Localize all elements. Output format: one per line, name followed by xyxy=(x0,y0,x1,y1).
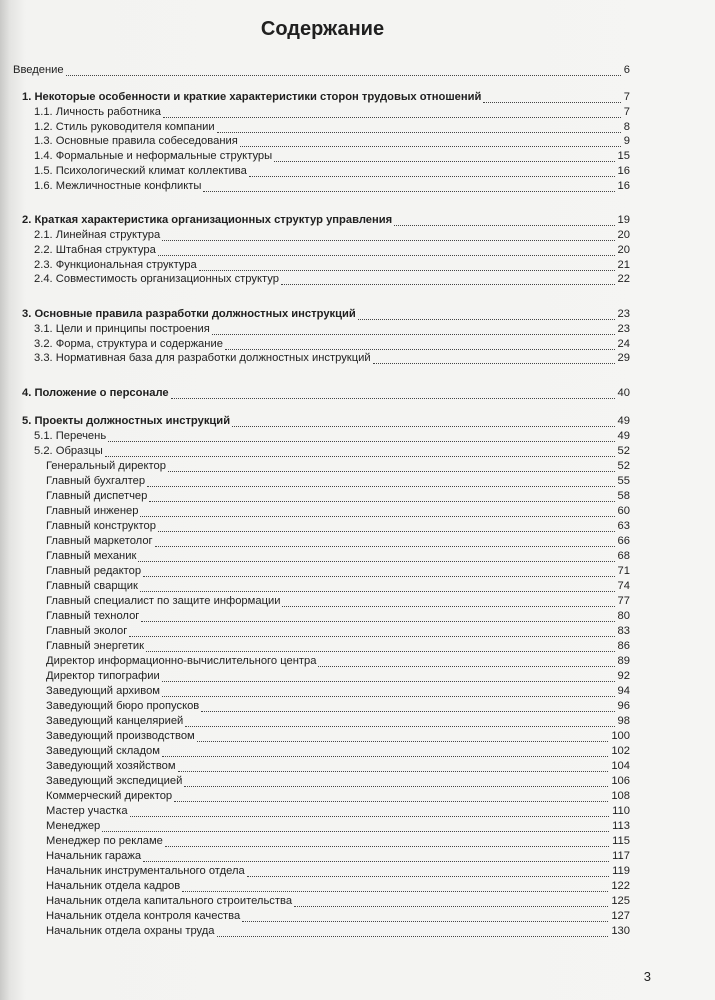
toc-entry-sample-13 xyxy=(0,638,715,654)
toc-entry-label: Менеджер по рекламе xyxy=(46,835,163,847)
toc-entry-section-4 xyxy=(0,385,715,401)
toc-entry-item-2-4 xyxy=(0,271,715,287)
toc-entry-section-3 xyxy=(0,306,715,322)
toc-leader-dots xyxy=(182,890,608,892)
toc-leader-dots xyxy=(217,935,608,937)
toc-entry-label: Директор типографии xyxy=(46,670,160,682)
toc-entry-page: 110 xyxy=(612,805,630,817)
toc-leader-dots xyxy=(102,830,609,832)
toc-leader-dots xyxy=(146,650,615,652)
toc-entry-page: 23 xyxy=(617,308,630,320)
toc-entry-label: Главный сварщик xyxy=(46,580,138,592)
toc-entry-page: 115 xyxy=(612,835,630,847)
toc-entry-sample-29 xyxy=(0,878,715,894)
toc-entry-item-3-3 xyxy=(0,350,715,366)
toc-leader-dots xyxy=(247,875,609,877)
toc-entry-sample-25 xyxy=(0,818,715,834)
toc-entry-page: 68 xyxy=(617,550,630,562)
toc-entry-sample-28 xyxy=(0,863,715,879)
toc-entry-sample-9 xyxy=(0,578,715,594)
toc-entry-page: 106 xyxy=(611,775,630,787)
toc-entry-sample-14 xyxy=(0,653,715,669)
toc-entry-page: 23 xyxy=(617,323,630,335)
toc-entry-page: 96 xyxy=(617,700,630,712)
toc-entry-item-3-1 xyxy=(0,321,715,337)
toc-entry-page: 15 xyxy=(617,150,630,162)
toc-entry-sample-12 xyxy=(0,623,715,639)
toc-entry-label: 3.3. Нормативная база для разработки должностных инструкций xyxy=(34,352,371,364)
toc-entry-label: Заведующий производством xyxy=(46,730,195,742)
toc-entry-sample-30 xyxy=(0,893,715,909)
toc-entry-page: 89 xyxy=(617,655,630,667)
toc-entry-page: 83 xyxy=(617,625,630,637)
toc-leader-dots xyxy=(162,680,615,682)
toc-leader-dots xyxy=(130,815,609,817)
toc-entry-label: Главный редактор xyxy=(46,565,142,577)
toc-entry-sample-24 xyxy=(0,803,715,819)
toc-entry-label: Главный инженер xyxy=(46,505,139,517)
toc-entry-item-1-1 xyxy=(0,104,715,120)
toc-leader-dots xyxy=(240,145,621,147)
toc-entry-label: Начальник инструментального отдела xyxy=(46,865,245,877)
toc-entry-sample-16 xyxy=(0,683,715,699)
toc-entry-page: 94 xyxy=(617,685,630,697)
toc-entry-page: 77 xyxy=(617,595,630,607)
toc-entry-label: Генеральный директор xyxy=(46,460,166,472)
toc-leader-dots xyxy=(162,695,615,697)
toc-leader-dots xyxy=(141,620,615,622)
toc-entry-item-2-2 xyxy=(0,242,715,258)
toc-entry-sample-2 xyxy=(0,473,715,489)
toc-entry-label: Начальник отдела охраны труда xyxy=(46,925,215,937)
toc-entry-page: 7 xyxy=(623,106,630,118)
toc-entry-page: 49 xyxy=(617,415,630,427)
toc-entry-label: Начальник отдела контроля качества xyxy=(46,910,241,922)
page-title: Содержание xyxy=(260,18,385,40)
toc-leader-dots xyxy=(138,560,615,562)
toc-entry-label: Заведующий хозяйством xyxy=(46,760,176,772)
toc-entry-page: 104 xyxy=(611,760,630,772)
toc-entry-label: Заведующий канцелярией xyxy=(46,715,184,727)
toc-entry-section-2 xyxy=(0,212,715,228)
toc-entry-page: 60 xyxy=(617,505,630,517)
toc-entry-item-5-1 xyxy=(0,428,715,444)
toc-entry-page: 52 xyxy=(617,445,630,457)
toc-entry-item-1-4 xyxy=(0,148,715,164)
toc-entry-page: 49 xyxy=(617,430,630,442)
toc-entry-label: Главный механик xyxy=(46,550,137,562)
toc-leader-dots xyxy=(143,860,609,862)
toc-entry-page: 40 xyxy=(617,387,630,399)
toc-entry-label: 1.2. Стиль руководителя компании xyxy=(34,121,215,133)
toc-entry-page: 102 xyxy=(611,745,630,757)
toc-entry-sample-26 xyxy=(0,833,715,849)
toc-entry-sample-3 xyxy=(0,488,715,504)
toc-leader-dots xyxy=(158,530,615,532)
toc-leader-dots xyxy=(168,470,615,472)
toc-leader-dots xyxy=(197,740,608,742)
toc-entry-label: 2.1. Линейная структура xyxy=(34,229,161,241)
toc-entry-page: 9 xyxy=(623,135,630,147)
toc-entry-label: Заведующий экспедицией xyxy=(46,775,183,787)
toc-entry-label: Начальник отдела кадров xyxy=(46,880,181,892)
toc-entry-sample-19 xyxy=(0,728,715,744)
toc-entry-label: Коммерческий директор xyxy=(46,790,173,802)
toc-entry-item-2-1 xyxy=(0,227,715,243)
toc-entry-label: Главный конструктор xyxy=(46,520,156,532)
toc-leader-dots xyxy=(294,905,608,907)
toc-leader-dots xyxy=(249,175,615,177)
toc-entry-sample-6 xyxy=(0,533,715,549)
toc-leader-dots xyxy=(140,590,615,592)
toc-entry-label: Начальник гаража xyxy=(46,850,142,862)
toc-entry-item-5-2 xyxy=(0,443,715,459)
toc-entry-label: 2.4. Совместимость организационных структур xyxy=(34,273,279,285)
toc-leader-dots xyxy=(185,725,615,727)
toc-entry-page: 125 xyxy=(611,895,630,907)
toc-entry-sample-32 xyxy=(0,923,715,939)
toc-entry-label: 4. Положение о персонале xyxy=(22,387,169,399)
toc-entry-page: 92 xyxy=(617,670,630,682)
toc-leader-dots xyxy=(143,575,615,577)
toc-entry-sample-18 xyxy=(0,713,715,729)
toc-entry-page: 8 xyxy=(623,121,630,133)
toc-entry-sample-4 xyxy=(0,503,715,519)
toc-entry-page: 98 xyxy=(617,715,630,727)
toc-entry-page: 20 xyxy=(617,229,630,241)
toc-leader-dots xyxy=(108,440,615,442)
toc-entry-sample-11 xyxy=(0,608,715,624)
toc-entry-page: 21 xyxy=(617,259,630,271)
toc-entry-page: 86 xyxy=(617,640,630,652)
toc-entry-label: Заведующий складом xyxy=(46,745,160,757)
toc-entry-label: Мастер участка xyxy=(46,805,128,817)
toc-leader-dots xyxy=(165,845,609,847)
toc-entry-label: 3. Основные правила разработки должностных инструкций xyxy=(22,308,356,320)
toc-entry-label: 5.1. Перечень xyxy=(34,430,107,442)
toc-entry-page: 20 xyxy=(617,244,630,256)
toc-entry-page: 108 xyxy=(611,790,630,802)
page-number: 3 xyxy=(643,969,651,984)
toc-entry-page: 7 xyxy=(623,91,630,103)
toc-leader-dots xyxy=(232,425,615,427)
toc-leader-dots xyxy=(483,101,621,103)
toc-entry-label: 5. Проекты должностных инструкций xyxy=(22,415,231,427)
toc-leader-dots xyxy=(66,74,621,76)
toc-entry-page: 122 xyxy=(611,880,630,892)
toc-leader-dots xyxy=(174,800,608,802)
toc-leader-dots xyxy=(162,755,608,757)
toc-entry-sample-31 xyxy=(0,908,715,924)
toc-leader-dots xyxy=(318,665,615,667)
toc-leader-dots xyxy=(155,545,615,547)
toc-leader-dots xyxy=(147,485,615,487)
toc-entry-page: 16 xyxy=(617,165,630,177)
toc-entry-sample-21 xyxy=(0,758,715,774)
toc-entry-sample-22 xyxy=(0,773,715,789)
toc-entry-sample-8 xyxy=(0,563,715,579)
toc-entry-sample-27 xyxy=(0,848,715,864)
toc-entry-label: 1. Некоторые особенности и краткие характеристики сторон трудовых отношений xyxy=(22,91,482,103)
toc-entry-page: 71 xyxy=(617,565,630,577)
toc-leader-dots xyxy=(373,362,615,364)
toc-entry-page: 22 xyxy=(617,273,630,285)
toc-entry-page: 74 xyxy=(617,580,630,592)
toc-leader-dots xyxy=(358,318,615,320)
toc-entry-item-1-6 xyxy=(0,178,715,194)
toc-entry-sample-15 xyxy=(0,668,715,684)
toc-entry-label: 2.2. Штабная структура xyxy=(34,244,156,256)
toc-entry-label: Главный эколог xyxy=(46,625,128,637)
toc-entry-page: 58 xyxy=(617,490,630,502)
toc-entry-label: Главный бухгалтер xyxy=(46,475,146,487)
toc-entry-page: 66 xyxy=(617,535,630,547)
toc-entry-label: 2.3. Функциональная структура xyxy=(34,259,197,271)
toc-leader-dots xyxy=(140,515,615,517)
toc-entry-label: 1.1. Личность работника xyxy=(34,106,161,118)
toc-entry-page: 100 xyxy=(611,730,630,742)
toc-entry-page: 113 xyxy=(612,820,630,832)
toc-entry-page: 80 xyxy=(617,610,630,622)
toc-entry-label: Начальник отдела капитального строительства xyxy=(46,895,293,907)
toc-entry-label: Заведующий архивом xyxy=(46,685,160,697)
toc-entry-sample-20 xyxy=(0,743,715,759)
toc-leader-dots xyxy=(242,920,608,922)
toc-leader-dots xyxy=(105,455,615,457)
toc-entry-label: 5.2. Образцы xyxy=(34,445,103,457)
toc-entry-label: 3.2. Форма, структура и содержание xyxy=(34,338,223,350)
toc-entry-sample-7 xyxy=(0,548,715,564)
toc-entry-item-1-5 xyxy=(0,163,715,179)
toc-entry-label: Директор информационно-вычислительного центра xyxy=(46,655,317,667)
toc-leader-dots xyxy=(281,283,615,285)
toc-entry-page: 119 xyxy=(612,865,630,877)
toc-entry-page: 117 xyxy=(612,850,630,862)
toc-leader-dots xyxy=(163,116,621,118)
toc-entry-page: 6 xyxy=(623,64,630,76)
toc-leader-dots xyxy=(158,254,615,256)
toc-entry-label: Главный диспетчер xyxy=(46,490,148,502)
toc-leader-dots xyxy=(212,333,615,335)
toc-entry-page: 52 xyxy=(617,460,630,472)
toc-leader-dots xyxy=(129,635,615,637)
toc-entry-label: 1.6. Межличностные конфликты xyxy=(34,180,202,192)
toc-entry-label: Главный энергетик xyxy=(46,640,144,652)
toc-entry-label: 1.5. Психологический климат коллектива xyxy=(34,165,247,177)
toc-leader-dots xyxy=(274,160,615,162)
toc-entry-label: Главный маркетолог xyxy=(46,535,153,547)
toc-entry-sample-5 xyxy=(0,518,715,534)
toc-entry-page: 24 xyxy=(617,338,630,350)
toc-entry-label: Главный специалист по защите информации xyxy=(46,595,281,607)
toc-entry-section-1 xyxy=(0,89,715,105)
toc-entry-label: 1.4. Формальные и неформальные структуры xyxy=(34,150,273,162)
toc-leader-dots xyxy=(149,500,615,502)
toc-leader-dots xyxy=(282,605,615,607)
toc-leader-dots xyxy=(171,397,615,399)
toc-entry-section-5 xyxy=(0,413,715,429)
toc-entry-label: 3.1. Цели и принципы построения xyxy=(34,323,210,335)
toc-leader-dots xyxy=(201,710,615,712)
toc-entry-page: 16 xyxy=(617,180,630,192)
toc-entry-item-1-3 xyxy=(0,133,715,149)
toc-entry-label: Введение xyxy=(13,64,64,76)
toc-entry-label: 2. Краткая характеристика организационных структур управления xyxy=(22,214,393,226)
toc-entry-sample-17 xyxy=(0,698,715,714)
toc-leader-dots xyxy=(178,770,608,772)
toc-leader-dots xyxy=(203,190,615,192)
toc-entry-page: 19 xyxy=(617,214,630,226)
toc-leader-dots xyxy=(184,785,608,787)
toc-leader-dots xyxy=(394,224,615,226)
toc-entry-label: Заведующий бюро пропусков xyxy=(46,700,200,712)
toc-entry-page: 55 xyxy=(617,475,630,487)
toc-leader-dots xyxy=(162,239,615,241)
toc-entry-label: Менеджер xyxy=(46,820,101,832)
toc-entry-sample-23 xyxy=(0,788,715,804)
toc-entry-sample-10 xyxy=(0,593,715,609)
toc-entry-page: 63 xyxy=(617,520,630,532)
toc-entry-page: 29 xyxy=(617,352,630,364)
toc-entry-intro xyxy=(0,62,715,78)
toc-entry-label: 1.3. Основные правила собеседования xyxy=(34,135,238,147)
toc-entry-page: 127 xyxy=(611,910,630,922)
toc-entry-label: Главный технолог xyxy=(46,610,140,622)
toc-entry-sample-1 xyxy=(0,458,715,474)
toc-entry-page: 130 xyxy=(611,925,630,937)
